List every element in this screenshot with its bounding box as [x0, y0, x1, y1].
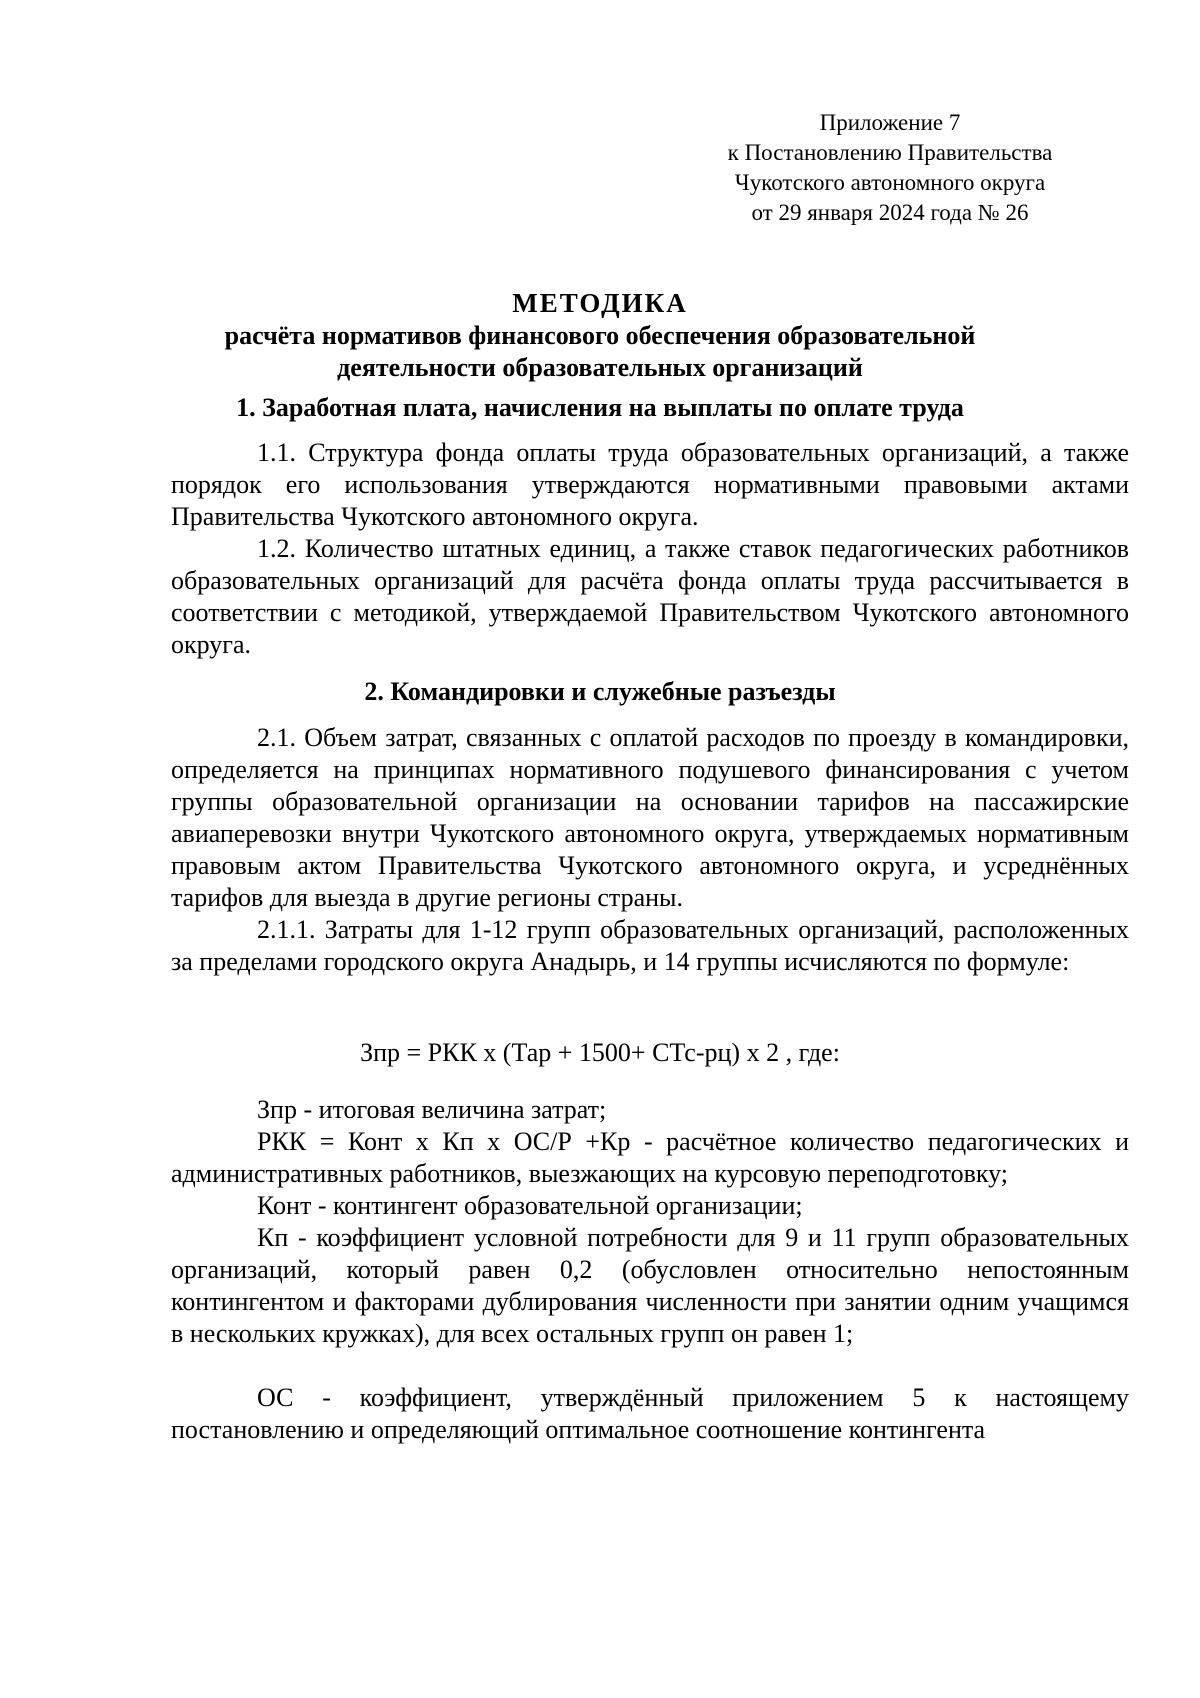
document-title	[150, 286, 1050, 384]
formula: Зпр = РКК х (Тар + 1500+ СТс-рц) х 2 , где:	[360, 1038, 840, 1067]
paragraph-2-1-1: 2.1.1. Затраты для 1-12 групп образовательных организаций, расположенных за пределами городского округа Анадырь, и 14 группы исчисляются по формуле:	[171, 915, 1129, 976]
title-main: МЕТОДИКА	[512, 288, 688, 318]
definition-rkk: РКК = Конт х Кп х ОС/Р +Кр - расчётное количество педагогических и административных работников, выезжающих на курсовую переподготовку;	[171, 1127, 1129, 1188]
paragraph-1-2: 1.2. Количество штатных единиц, а также ставок педагогических работников образовательных организаций для расчёта фонда оплаты труда рассчитывается в соответствии с методикой, утверждаемой Правительством Чукотского автономного округа.	[171, 534, 1129, 659]
paragraph-1-1: 1.1. Структура фонда оплаты труда образовательных организаций, а также порядок его использования утверждаются нормативными правовыми актами Правительства Чукотского автономного округа.	[171, 438, 1129, 531]
paragraph-2-1: 2.1. Объем затрат, связанных с оплатой расходов по проезду в командировки, определяется на принципах нормативного подушевого финансирования с учетом группы образовательной организации на основании тарифов на пассажирские авиаперевозки внутри Чукотского автономного округа, утверждаемых нормативным правовым актом Правительства Чукотского автономного округа, и усреднённых тарифов для выезда в другие регионы страны.	[171, 723, 1129, 912]
title-subtitle-line: деятельности образовательных организаций	[337, 353, 863, 382]
appendix-line: Приложение 7	[819, 110, 961, 135]
appendix-line: к Постановлению Правительства	[727, 140, 1053, 165]
appendix-reference	[690, 108, 1090, 228]
appendix-line: Чукотского автономного округа	[734, 170, 1046, 195]
appendix-line: от 29 января 2024 года № 26	[751, 200, 1029, 225]
definition-os: ОС - коэффициент, утверждённый приложением 5 к настоящему постановлению и определяющий оптимальное соотношение контингента	[171, 1383, 1129, 1444]
section-2-heading: 2. Командировки и служебные разъезды	[364, 677, 836, 706]
definition-zpr: Зпр - итоговая величина затрат;	[257, 1095, 607, 1124]
definition-kp: Кп - коэффициент условной потребности для 9 и 11 групп образовательных организаций, который равен 0,2 (обусловлен относительно непостоянным контингентом и факторами дублирования численности при занятии одним учащимся в нескольких кружках), для всех остальных групп он равен 1;	[171, 1223, 1129, 1348]
definition-kont: Конт - контингент образовательной организации;	[257, 1191, 803, 1220]
section-1-heading: 1. Заработная плата, начисления на выплаты по оплате труда	[236, 393, 964, 422]
title-subtitle-line: расчёта нормативов финансового обеспечения образовательной	[224, 321, 976, 350]
